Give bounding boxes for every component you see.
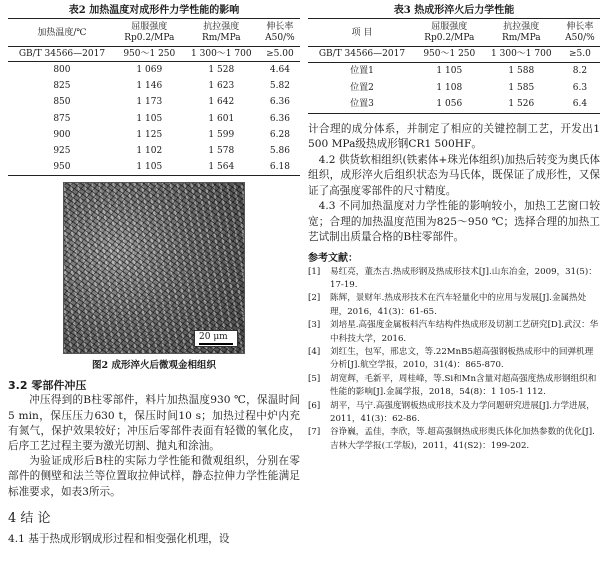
scale-bar-line [199,343,233,345]
right-column [308,0,600,453]
table-row: 925 1 102 1 578 5.86 [53,146,290,157]
paragraph-4-3: 4.3 不同加热温度对力学性能的影响较小，加热工艺窗口较宽；合理的加热温度范围为825～950 ℃；选择合理的加热工艺试制出质量合格的B柱零部件。 [308,200,600,243]
references-heading: 参考文献： [308,252,358,264]
table-row: 位置2 1 108 1 585 6.3 [350,82,588,93]
table2-header: 抗拉强度 Rm/MPa [183,19,260,47]
micrograph-image [63,182,245,354]
scale-bar [194,330,238,347]
table3-header: 项 目 [308,19,416,47]
reference-item: [7] 谷诤巍，孟佳，李欣，等.超高强钢热成形奥氏体化加热参数的优化[J].吉林大学学报(工学版)，2011，41(S2)：199-202. [308,427,595,451]
table3-header-row [308,19,600,47]
table3-standard-row: GB/T 34566—2017 950～1 250 1 300～1 700 ≥5.0 [308,47,600,63]
reference-list [308,266,600,454]
table-row: 825 1 146 1 623 5.82 [53,81,290,92]
paragraph-4-1-start: 4.1 基于热成形钢成形过程和相变强化机理，设 [8,532,230,545]
section-heading-3-2: 3.2 零部件冲压 [8,379,87,393]
reference-item: [2] 陈辉，景财年.热成形技术在汽车轻量化中的应用与发展[J].金属热处理，2016，41(3)：61-65. [308,293,587,317]
table2-header: 加热温度/℃ [8,19,116,47]
table2 [8,18,300,176]
table-row: 900 1 125 1 599 6.28 [53,129,290,140]
table2-header-row [8,19,300,47]
table-row: 位置1 1 105 1 588 8.2 [350,66,588,76]
table2-caption: 表2 加热温度对成形件力学性能的影响 [68,5,240,16]
reference-item: [4] 刘红生，包军，邢忠文，等.22MnB5超高强钢板热成形中的回弹机理分析[J].航空学报，2010，31(4)：865-870. [308,346,594,371]
table2-header: 伸长率 A50/% [260,19,300,47]
table3-caption: 表3 热成形淬火后力学性能 [393,5,515,16]
paragraph-4-2: 4.2 供货软相组织(铁素体+珠光体组织)加热后转变为奥氏体组织，成形淬火后组织状态为马氏体，既保证了成形性，又保证了高强度零部件的尺寸精度。 [308,153,600,197]
reference-item: [1] 易红亮，董杰吉.热成形钢及热成形技术[J].山东冶金，2009，31(5)：17-19. [308,266,597,290]
reference-item: [6] 胡平，马宁.高强度钢板热成形技术及力学问题研究进展[J].力学进展，2011，41(3)：62-86. [308,400,595,424]
scale-bar-label: 20 μm [199,332,228,343]
table-row: 800 1 069 1 528 4.64 [53,65,290,75]
section-heading-4: 4 结 论 [8,510,51,526]
paragraph: 冲压得到的B柱零部件，料片加热温度930 ℃，保温时间5 min，保压压力630 t，保压时间10 s；加热过程中炉内充有氮气，保护效果较好；冲压后零部件表面有轻微的氧化皮，后序工艺过程主要为激光切割、抛丸和涂油。 [8,394,300,453]
table2-standard-row: GB/T 34566—2017 950～1 250 1 300～1 700 ≥5.00 [8,47,300,62]
table-row: 850 1 173 1 642 6.36 [53,97,290,108]
table3-header: 伸长率 A50/% [560,19,600,47]
left-column [8,0,300,547]
reference-item: [3] 刘培星.高强度金属板料汽车结构件热成形及切割工艺研究[D].武汉：华中科技大学，2016. [308,320,599,344]
table3-header: 抗拉强度 Rm/MPa [483,19,560,47]
figure2-caption: 图2 成形淬火后微观金相组织 [92,360,216,372]
table2-header: 屈服强度 Rp0.2/MPa [116,19,183,47]
table-row: 950 1 105 1 564 6.18 [53,162,290,173]
reference-item: [5] 胡宽辉，毛新平，周桂峰，等.Si和Mn含量对超高强度热成形钢组织和性能的影响[J].金属学报，2018，54(8)：1 105-1 112. [308,373,597,398]
table3-header: 屈服强度 Rp0.2/MPa [416,19,483,47]
table-row: 位置3 1 056 1 526 6.4 [350,99,588,109]
paragraph: 为验证成形后B柱的实际力学性能和微观组织，分别在零部件的侧壁和法兰等位置取拉伸试样，静态拉伸力学性能满足标准要求，如表3所示。 [8,455,300,498]
table-row: 875 1 105 1 601 6.36 [53,113,290,124]
paragraph-4-1-cont: 计合理的成分体系，并制定了相应的关键控制工艺，开发出1 500 MPa级热成形钢CR1 500HF。 [308,122,600,150]
table3 [308,18,600,114]
